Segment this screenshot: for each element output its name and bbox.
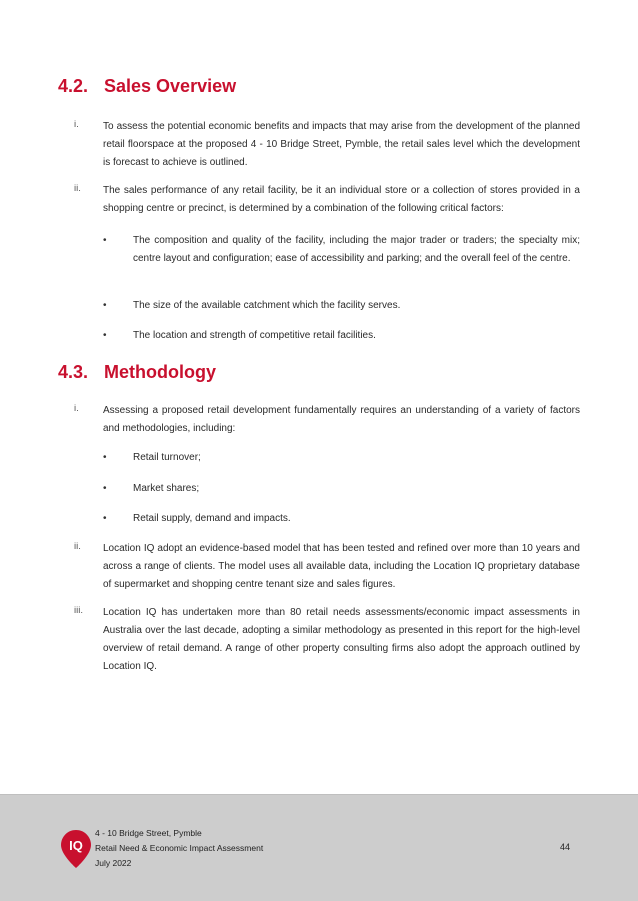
paragraph-marker: ii. <box>74 541 81 552</box>
paragraph-marker: i. <box>74 403 79 414</box>
bullet-item <box>103 480 580 498</box>
paragraph-text: Location IQ adopt an evidence-based model that has been tested and refined over more than 10 years and across a range of clients. The model uses all available data, including the Location IQ proprietary database of supermarket and shopping centre tenant size and sales figures. <box>103 543 580 590</box>
paragraph-text: Assessing a proposed retail development fundamentally requires an understanding of a variety of factors and methodologies, including: <box>103 405 580 434</box>
bullet-item <box>103 297 580 315</box>
bullet-text: Retail supply, demand and impacts. <box>133 513 291 524</box>
section-number: 4.2. <box>58 76 89 96</box>
bullet-dot: • <box>103 483 107 494</box>
bullet-dot: • <box>103 452 107 463</box>
section-title: Methodology <box>104 362 216 382</box>
bullet-item <box>103 449 580 467</box>
bullet-text: The size of the available catchment which the facility serves. <box>133 300 401 311</box>
paragraph-marker: i. <box>74 119 79 130</box>
bullet-text: The location and strength of competitive retail facilities. <box>133 330 376 341</box>
page-number: 44 <box>560 842 571 852</box>
bullet-dot: • <box>103 330 107 341</box>
bullet-dot: • <box>103 235 107 246</box>
bullet-item <box>103 510 580 528</box>
footer-report-title: Retail Need & Economic Impact Assessment <box>95 843 264 853</box>
bullet-text: The composition and quality of the facility, including the major trader or traders; the specialty mix; centre layout and configuration; ease of accessibility and parking; and the overall feel of the centre. <box>133 235 580 264</box>
paragraph-text: The sales performance of any retail facility, be it an individual store or a collection of stores provided in a shopping centre or precinct, is determined by a combination of the following critical factors: <box>103 185 580 214</box>
paragraph-text: To assess the potential economic benefits and impacts that may arise from the development of the planned retail floorspace at the proposed 4 - 10 Bridge Street, Pymble, the retail sales level which the development is forecast to achieve is outlined. <box>103 121 580 168</box>
bullet-dot: • <box>103 300 107 311</box>
paragraph-4-2-i <box>74 118 580 172</box>
bullet-dot: • <box>103 513 107 524</box>
paragraph-marker: ii. <box>74 183 81 194</box>
paragraph-4-3-iii <box>74 604 580 676</box>
section-heading-sales-overview <box>58 76 236 97</box>
paragraph-4-3-ii <box>74 540 580 594</box>
paragraph-4-3-i <box>74 402 580 438</box>
bullet-item <box>103 232 580 268</box>
logo-text: IQ <box>69 838 83 853</box>
paragraph-text: Location IQ has undertaken more than 80 retail needs assessments/economic impact assessments in Australia over the last decade, adopting a similar methodology as presented in this report for the high-level overview of retail demand. A range of other property consulting firms also adopt the approach outlined by Location IQ. <box>103 607 580 672</box>
bullet-item <box>103 327 580 345</box>
section-title: Sales Overview <box>104 76 237 96</box>
bullet-text: Retail turnover; <box>133 452 201 463</box>
footer-address: 4 - 10 Bridge Street, Pymble <box>95 828 202 838</box>
footer-date: July 2022 <box>95 858 132 868</box>
bullet-text: Market shares; <box>133 483 200 494</box>
paragraph-marker: iii. <box>74 605 83 616</box>
location-iq-logo-icon <box>60 829 92 869</box>
section-heading-methodology <box>58 362 216 383</box>
section-number: 4.3. <box>58 362 89 382</box>
paragraph-4-2-ii <box>74 182 580 218</box>
